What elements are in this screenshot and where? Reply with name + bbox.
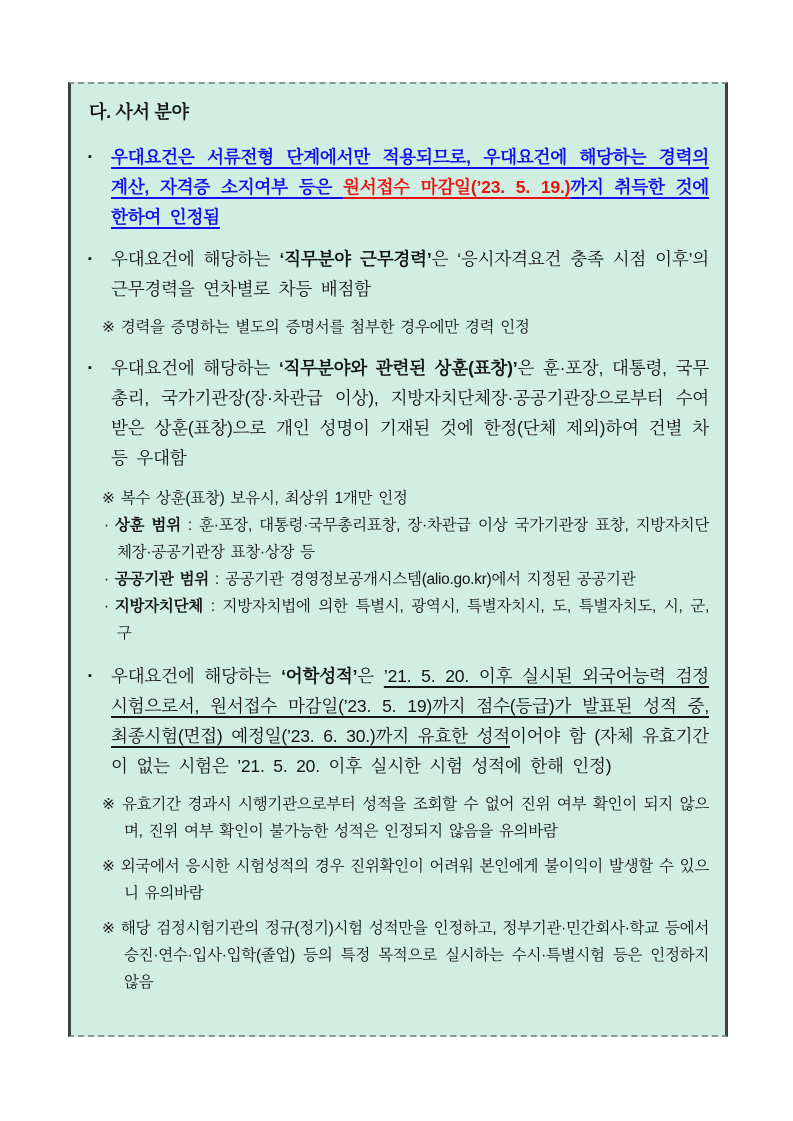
body-text: 은 ‘응시자격요건 충족 시점 이후’의 근무경력을 연차별로 차등 배점함 xyxy=(111,249,709,299)
emphasis-red-deadline: 원서접수 마감일(’23. 5. 19.) xyxy=(343,177,571,197)
dot-bullet-icon: · xyxy=(104,598,109,615)
emphasis-blue-text: 까지 취득한 것에 한하여 인정됨 xyxy=(111,177,709,227)
bold-term-language-score: ‘어학성적’ xyxy=(281,666,358,686)
bullet-awards-text xyxy=(111,353,709,473)
emphasis-blue-text: 우대요건은 서류전형 단계에서만 적용되므로, 우대요건에 해당하는 경력의 계산, 자격증 소지여부 등은 xyxy=(111,147,709,197)
bold-term-awards: ‘직무분야와 관련된 상훈(표창)’ xyxy=(278,358,518,378)
bullet-preference-deadline xyxy=(88,142,709,232)
subnote-head: 지방자치단체 xyxy=(114,598,203,615)
body-text: 은 훈·포장, 대통령, 국무총리, 국가기관장(장·차관급 이상), 지방자치단체장·공공기관장으로부터 수여받은 상훈(표창)으로 개인 성명이 기재된 것에 한정(단체 제외)하여 건별 차등 우대함 xyxy=(111,358,709,468)
section-title: 다. 사서 분야 xyxy=(89,102,189,122)
subnote-local-government xyxy=(104,593,709,647)
notice-box xyxy=(68,82,728,1037)
note-regular-test-only: ※ 해당 검정시험기관의 정규(정기)시험 성적만을 인정하고, 정부기관·민간회사·학교 등에서 승진·연수·입사·입학(졸업) 등의 특정 목적으로 실시하는 수시·특별시험 등은 인정하지 않음 xyxy=(102,920,709,991)
bullet-language-score-text xyxy=(111,661,709,781)
subnote-public-org-scope xyxy=(104,566,709,593)
note-foreign-test: ※ 외국에서 응시한 시험성적의 경우 진위확인이 어려워 본인에게 불이익이 발생할 수 있으니 유의바람 xyxy=(102,858,709,902)
body-text: 우대요건에 해당하는 xyxy=(111,666,282,686)
bullet-preference-deadline-text xyxy=(111,142,709,232)
underlined-validity-period: ’21. 5. 20. 이후 실시된 외국어능력 검정시험으로서, 원서접수 마감일(’23. 5. 19)까지 점수(등급)가 발표된 성적 중, 최종시험(면접) 예정일(’23. 6. 30.)까지 유효한 성적 xyxy=(111,666,709,746)
note-career-proof: ※ 경력을 증명하는 별도의 증명서를 첨부한 경우에만 경력 인정 xyxy=(102,319,530,336)
subnote-body: : 지방자치법에 의한 특별시, 광역시, 특별자치시, 도, 특별자치도, 시, 군, 구 xyxy=(117,598,709,642)
bullet-work-experience-text xyxy=(111,244,709,304)
bullet-work-experience xyxy=(88,244,709,304)
dot-bullet-icon: · xyxy=(104,517,109,534)
square-bullet-icon: ▪ xyxy=(88,151,92,163)
body-text: 은 xyxy=(357,666,384,686)
body-text: 우대요건에 해당하는 xyxy=(111,249,280,269)
subnote-head: 상훈 범위 xyxy=(114,517,181,534)
note-score-validity: ※ 유효기간 경과시 시행기관으로부터 성적을 조회할 수 없어 진위 여부 확인이 되지 않으며, 진위 여부 확인이 불가능한 성적은 인정되지 않음을 유의바람 xyxy=(102,796,709,840)
square-bullet-icon: ▪ xyxy=(88,670,92,682)
bullet-language-score xyxy=(88,661,709,781)
body-text: 이어야 함 (자체 유효기간이 없는 시험은 ’21. 5. 20. 이후 실시한 시험 성적에 한해 인정) xyxy=(111,726,709,776)
bold-term-work-experience: ‘직무분야 근무경력’ xyxy=(279,249,432,269)
awards-notes-group xyxy=(88,485,709,647)
square-bullet-icon: ▪ xyxy=(88,362,92,374)
note-award-limit: ※ 복수 상훈(표창) 보유시, 최상위 1개만 인정 xyxy=(102,490,408,507)
bullet-awards xyxy=(88,353,709,473)
subnote-body: : 공공기관 경영정보공개시스템(alio.go.kr)에서 지정된 공공기관 xyxy=(208,571,636,588)
body-text: 우대요건에 해당하는 xyxy=(111,358,279,378)
subnote-head: 공공기관 범위 xyxy=(114,571,209,588)
dot-bullet-icon: · xyxy=(104,571,109,588)
square-bullet-icon: ▪ xyxy=(88,253,92,265)
subnote-body: : 훈·포장, 대통령·국무총리표창, 장·차관급 이상 국가기관장 표창, 지방자치단체장·공공기관장 표창·상장 등 xyxy=(117,517,709,561)
subnote-award-scope xyxy=(104,512,709,566)
